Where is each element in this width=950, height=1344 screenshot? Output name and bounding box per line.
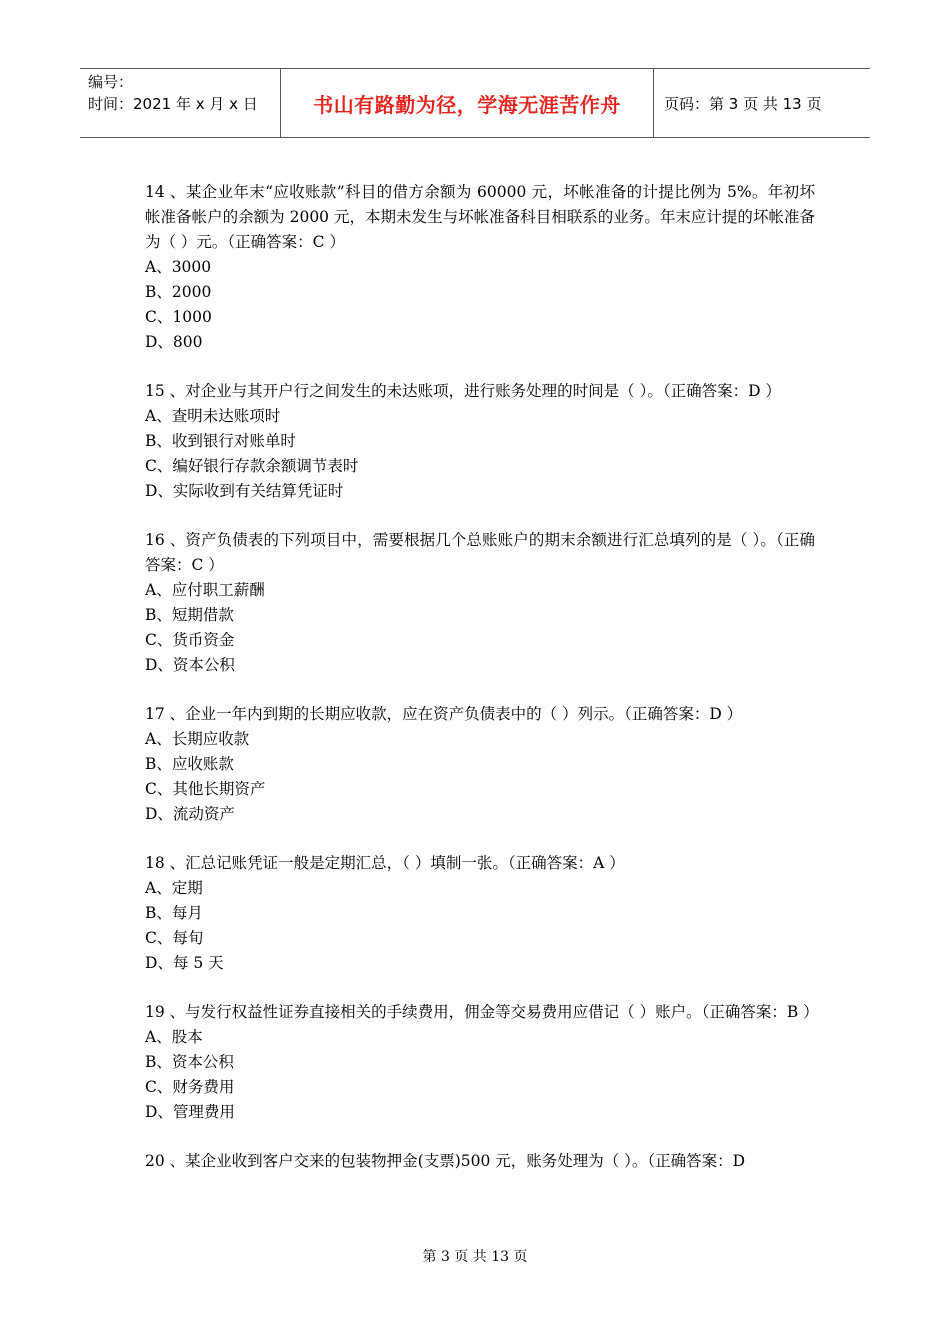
option-a: A、应付职工薪酬 [145,581,265,599]
option-c: C、1000 [145,308,212,326]
option-b: B、收到银行对账单时 [145,432,296,450]
question-17 [145,702,815,827]
option-c: C、货币资金 [145,631,235,649]
option-a: A、股本 [145,1028,203,1046]
question-15 [145,379,815,504]
option-a: A、定期 [145,879,203,897]
question-text: 17 、企业一年内到期的长期应收款，应在资产负债表中的（ ）列示。（正确答案：D ） [145,705,743,723]
option-d: D、每 5 天 [145,954,224,972]
option-b: B、2000 [145,283,212,301]
question-text: 15 、对企业与其开户行之间发生的未达账项，进行账务处理的时间是（ ）。（正确答案：D ） [145,382,781,400]
option-a: A、3000 [145,258,212,276]
page-header [80,68,870,138]
option-c: C、编好银行存款余额调节表时 [145,457,359,475]
question-14 [145,180,815,355]
page-footer: 第 3 页 共 13 页 [422,1249,528,1265]
question-list [145,180,819,1198]
option-b: B、每月 [145,904,203,922]
option-d: D、资本公积 [145,656,235,674]
option-d: D、实际收到有关结算凭证时 [145,482,344,500]
document-number-label: 编号： [88,73,134,91]
header-motto: 书山有路勤为径，学海无涯苦作舟 [281,69,654,137]
option-a: A、查明未达账项时 [145,407,281,425]
document-date-label: 时间：2021 年 x 月 x 日 [88,95,258,113]
option-d: D、流动资产 [145,805,235,823]
option-c: C、其他长期资产 [145,780,266,798]
option-b: B、应收账款 [145,755,234,773]
option-d: D、800 [145,333,203,351]
option-c: C、每旬 [145,929,204,947]
question-text: 19 、与发行权益性证券直接相关的手续费用，佣金等交易费用应借记（ ）账户。（正确答案：B ） [145,1003,819,1021]
question-text: 16 、资产负债表的下列项目中，需要根据几个总账账户的期末余额进行汇总填列的是（ ）。（正确答案：C ） [145,531,815,574]
header-meta [80,69,281,137]
question-text: 20 、某企业收到客户交来的包装物押金(支票)500 元，账务处理为（ ）。（正确答案：D [145,1152,746,1170]
option-b: B、短期借款 [145,606,234,624]
question-text: 14 、某企业年末“应收账款”科目的借方余额为 60000 元，坏帐准备的计提比例为 5%。年初坏帐准备帐户的余额为 2000 元，本期未发生与坏帐准备科目相联系的业务。年末应计提的坏帐准备为（ ）元。（正确答案：C ） [145,183,815,251]
header-page-info: 页码：第 3 页 共 13 页 [664,94,822,113]
question-text: 18 、汇总记账凭证一般是定期汇总，（ ）填制一张。（正确答案：A ） [145,854,625,872]
option-b: B、资本公积 [145,1053,234,1071]
question-20 [145,1149,815,1174]
option-a: A、长期应收款 [145,730,250,748]
question-18 [145,851,815,976]
option-c: C、财务费用 [145,1078,235,1096]
question-16 [145,528,815,678]
question-19 [145,1000,819,1125]
option-d: D、管理费用 [145,1103,235,1121]
